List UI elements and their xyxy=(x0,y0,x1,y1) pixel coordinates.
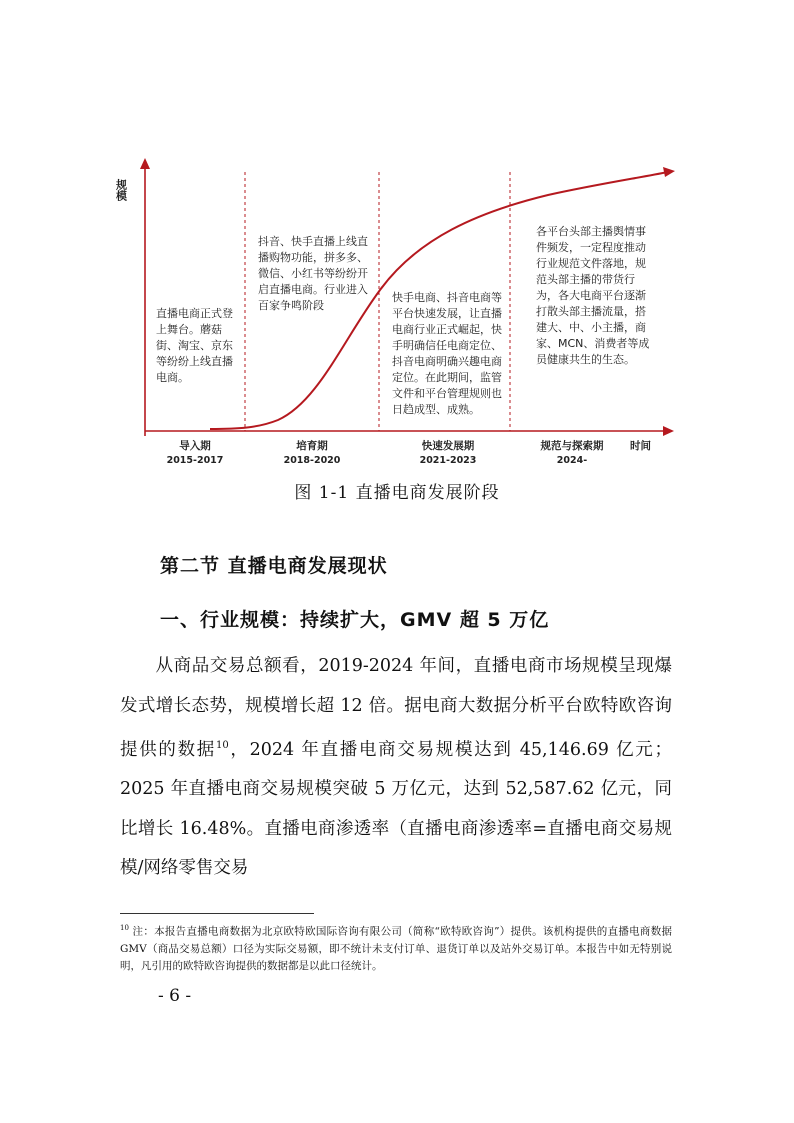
figure-caption: 图 1-1 直播电商发展阶段 xyxy=(294,483,500,503)
paragraph-text: ，2024 年直播电商交易规模达到 45,146.69 亿元；2025 年直播电商交易规模突破 5 万亿元，达到 52,587.62 亿元，同比增长 16.48%。直播电商渗透率（直播电商渗透率=直播电商交易规模/网络零售交易 xyxy=(120,739,673,879)
stage-years: 2021-2023 xyxy=(419,455,477,466)
stage-years: 2018-2020 xyxy=(283,455,341,466)
stage-name: 快速发展期 xyxy=(421,440,475,452)
footnote-text: 注：本报告直播电商数据为北京欧特欧国际咨询有限公司（简称“欧特欧咨询”）提供。该机构提供的直播电商数据 GMV（商品交易总额）口径为实际交易额，即不统计未支付订单、退货订单以及站外交易订单。本报告中如无特别说明，凡引用的欧特欧咨询提供的数据都是以此口径统计。 xyxy=(120,925,672,972)
page-number: - 6 - xyxy=(158,986,192,1006)
stage-description: 直播电商正式登上舞台。蘑菇街、淘宝、京东等纷纷上线直播电商。 xyxy=(156,307,233,384)
x-axis-label: 时间 xyxy=(630,440,651,452)
x-axis-arrow xyxy=(663,426,674,436)
subsection-title: 一、行业规模：持续扩大，GMV 超 5 万亿 xyxy=(160,609,550,631)
section-title: 第二节 直播电商发展现状 xyxy=(160,555,388,577)
stage-name: 导入期 xyxy=(179,440,211,452)
footnote-rule xyxy=(120,913,314,914)
stage-description: 快手电商、抖音电商等平台快速发展，让直播电商行业正式崛起，快手明确信任电商定位、抖音电商明确兴趣电商定位。在此期间，监管文件和平台管理规则也日趋成型、成熟。 xyxy=(392,291,502,416)
footnote-ref[interactable]: 10 xyxy=(215,740,229,751)
stage-name: 规范与探索期 xyxy=(540,440,604,452)
stage-description: 抖音、快手直播上线直播购物功能，拼多多、微信、小红书等纷纷开启直播电商。行业进入百家争鸣阶段 xyxy=(258,235,368,312)
footnote xyxy=(120,920,672,975)
stage-years: 2015-2017 xyxy=(166,455,224,466)
footnote-number: 10 xyxy=(120,924,129,932)
y-axis-label: 规模 xyxy=(114,179,128,201)
development-stage-figure xyxy=(114,150,678,470)
y-axis-arrow xyxy=(140,158,150,169)
stage-name: 培育期 xyxy=(296,440,328,452)
growth-curve-arrow xyxy=(663,167,675,177)
stage-years: 2024- xyxy=(556,455,588,466)
paragraph-text: 从商品交易总额看，2019-2024 年间，直播电商市场规模呈现爆发式增长态势，规模增长超 12 倍。据电商大数据分析平台欧特欧咨询提供的数据 xyxy=(120,656,672,760)
body-paragraph xyxy=(120,647,672,889)
stage-description: 各平台头部主播舆情事件频发，一定程度推动行业规范文件落地，规范头部主播的带货行为，各大电商平台逐渐打散头部主播流量，搭建大、中、小主播，商家、MCN、消费者等成员健康共生的生态。 xyxy=(536,225,650,366)
